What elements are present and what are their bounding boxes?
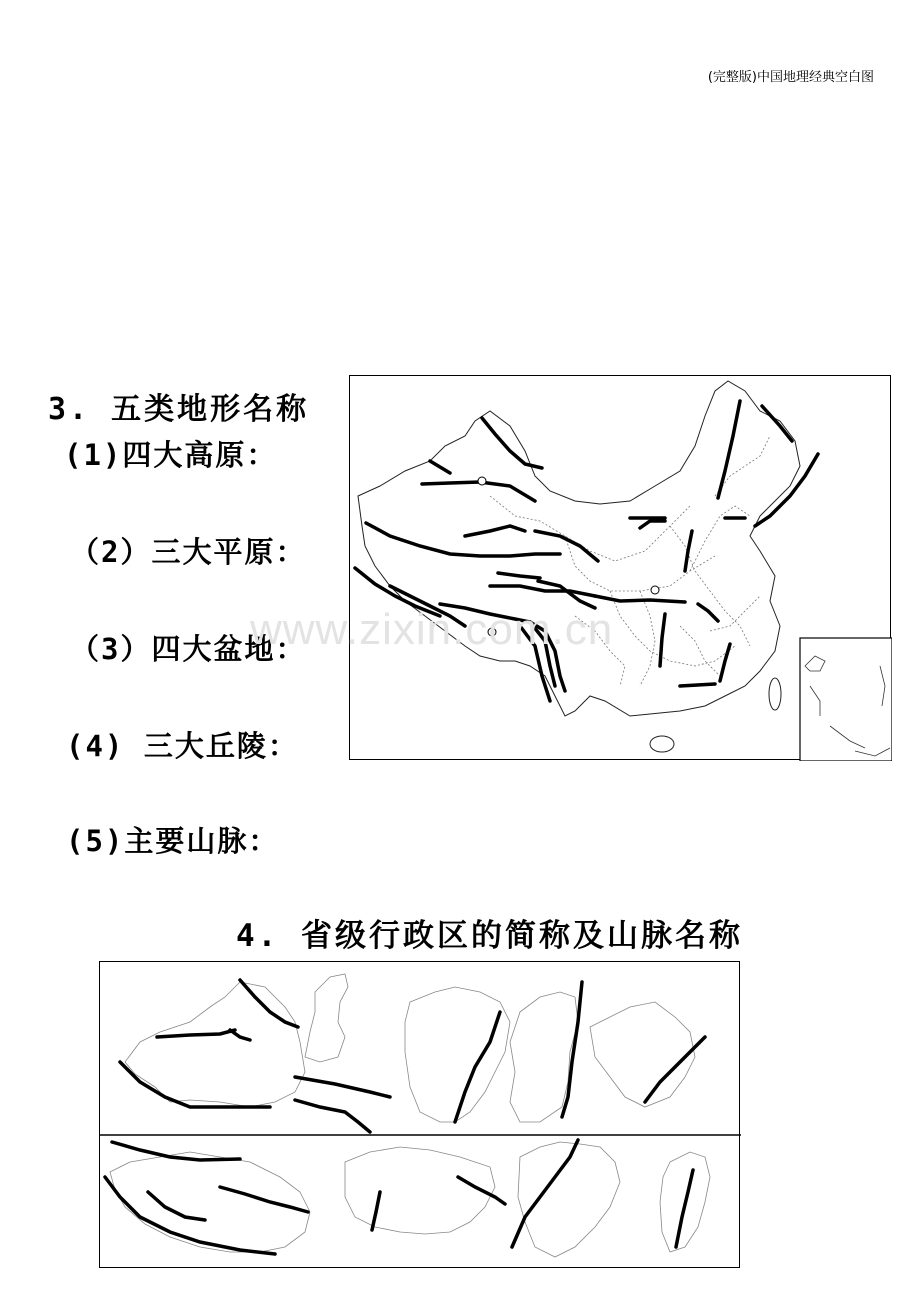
hills-label: (4) 三大丘陵： bbox=[66, 729, 299, 763]
province-outlines bbox=[110, 974, 710, 1257]
province-outlines-figure bbox=[99, 961, 740, 1268]
basins-label: （3）四大盆地： bbox=[70, 632, 307, 666]
section3-title: 3. 五类地形名称 bbox=[48, 392, 310, 427]
south-china-sea-inset bbox=[800, 638, 892, 761]
mountains-label: (5)主要山脉： bbox=[66, 824, 280, 858]
plains-label: （2）三大平原： bbox=[70, 535, 307, 569]
header-doc-title: (完整版)中国地理经典空白图 bbox=[707, 70, 874, 85]
plateaus-label: (1)四大高原： bbox=[64, 438, 278, 472]
taiwan-island bbox=[769, 678, 781, 710]
china-map-figure bbox=[349, 375, 891, 760]
mountain-ranges bbox=[355, 401, 818, 701]
section4-title: 4. 省级行政区的简称及山脉名称 bbox=[236, 918, 743, 954]
watermark: www.zixin.com.cn bbox=[250, 605, 614, 654]
hainan-island bbox=[650, 736, 674, 752]
